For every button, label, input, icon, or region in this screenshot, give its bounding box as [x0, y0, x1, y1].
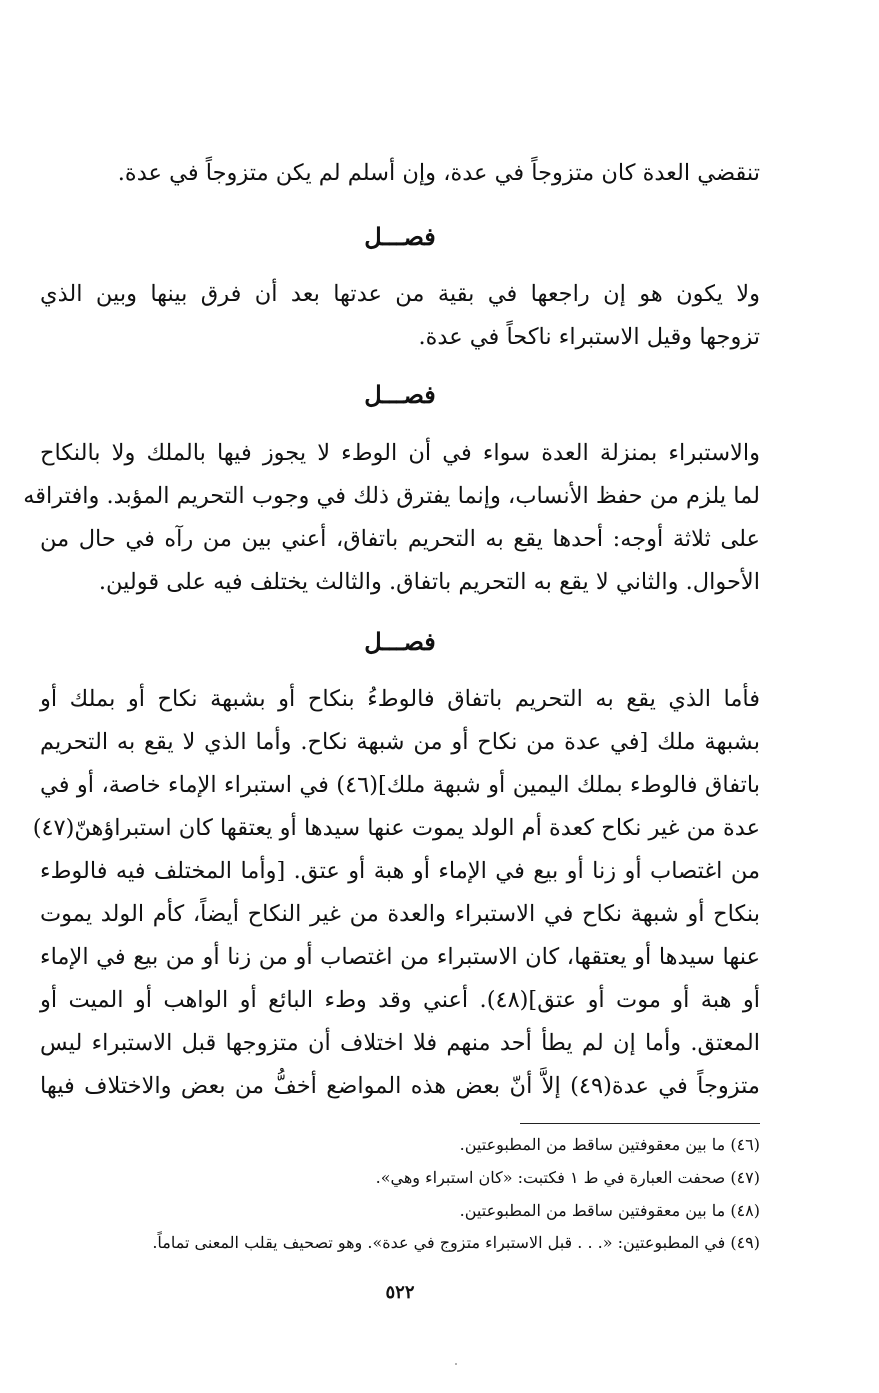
scan-speck: [455, 1363, 457, 1365]
footnote: (٤٨) ما بين معقوفتين ساقط من المطبوعتين.: [459, 1201, 760, 1220]
text-line: بنكاح أو شبهة نكاح في الاستبراء والعدة من غير النكاح أيضاً، كأم الولد يموت: [40, 901, 760, 927]
footnote: (٤٧) صحفت العبارة في ط ١ فكتبت: «كان استبراء وهي».: [375, 1168, 760, 1187]
text-line: عدة من غير نكاح كعدة أم الولد يموت عنها سيدها أو يعتقها كان استبراؤهنّ(٤٧): [32, 815, 760, 841]
section-heading: فصـــل: [364, 222, 436, 251]
text-line: تزوجها وقيل الاستبراء ناكحاً في عدة.: [418, 324, 760, 350]
text-line: متزوجاً في عدة(٤٩) إلاَّ أنّ بعض هذه المواضع أخفُّ من بعض والاختلاف فيها: [40, 1073, 760, 1099]
page-number: ٥٢٢: [385, 1282, 415, 1303]
section-heading: فصـــل: [364, 380, 436, 409]
text-line: عنها سيدها أو يعتقها، كان الاستبراء من اغتصاب أو من زنا أو من بيع في الإماء: [40, 944, 760, 970]
text-line: تنقضي العدة كان متزوجاً في عدة، وإن أسلم لم يكن متزوجاً في عدة.: [117, 160, 760, 186]
text-line: لما يلزم من حفظ الأنساب، وإنما يفترق ذلك في وجوب التحريم المؤبد. وافتراقه: [23, 483, 760, 509]
text-line: الأحوال. والثاني لا يقع به التحريم باتفاق. والثالث يختلف فيه على قولين.: [98, 569, 760, 595]
text-line: فأما الذي يقع به التحريم باتفاق فالوطءُ بنكاح أو بشبهة نكاح أو بملك أو: [40, 686, 760, 712]
text-line: على ثلاثة أوجه: أحدها يقع به التحريم باتفاق، أعني بين من رآه في حال من: [40, 526, 760, 552]
text-line: والاستبراء بمنزلة العدة سواء في أن الوطء لا يجوز فيها بالملك ولا بالنكاح: [40, 440, 760, 466]
footnote: (٤٦) ما بين معقوفتين ساقط من المطبوعتين.: [459, 1135, 760, 1154]
section-heading: فصـــل: [364, 627, 436, 656]
footnote-separator: [520, 1123, 760, 1124]
text-line: المعتق. وأما إن لم يطأ أحد منهم فلا اختلاف أن متزوجها قبل الاستبراء ليس: [40, 1030, 760, 1056]
text-line: ولا يكون هو إن راجعها في بقية من عدتها بعد أن فرق بينها وبين الذي: [40, 281, 760, 307]
footnote: (٤٩) في المطبوعتين: «. . . قبل الاستبراء متزوج في عدة». وهو تصحيف يقلب المعنى تماماً.: [152, 1233, 760, 1252]
text-line: باتفاق فالوطء بملك اليمين أو شبهة ملك](٤٦) في استبراء الإماء خاصة، أو في: [40, 772, 760, 798]
text-line: أو هبة أو موت أو عتق](٤٨). أعني وقد وطء البائع أو الواهب أو الميت أو: [40, 987, 760, 1013]
text-line: من اغتصاب أو زنا أو بيع في الإماء أو هبة أو عتق. [وأما المختلف فيه فالوطء: [40, 858, 760, 884]
text-line: بشبهة ملك [في عدة من نكاح أو من شبهة نكاح. وأما الذي لا يقع به التحريم: [40, 729, 760, 755]
